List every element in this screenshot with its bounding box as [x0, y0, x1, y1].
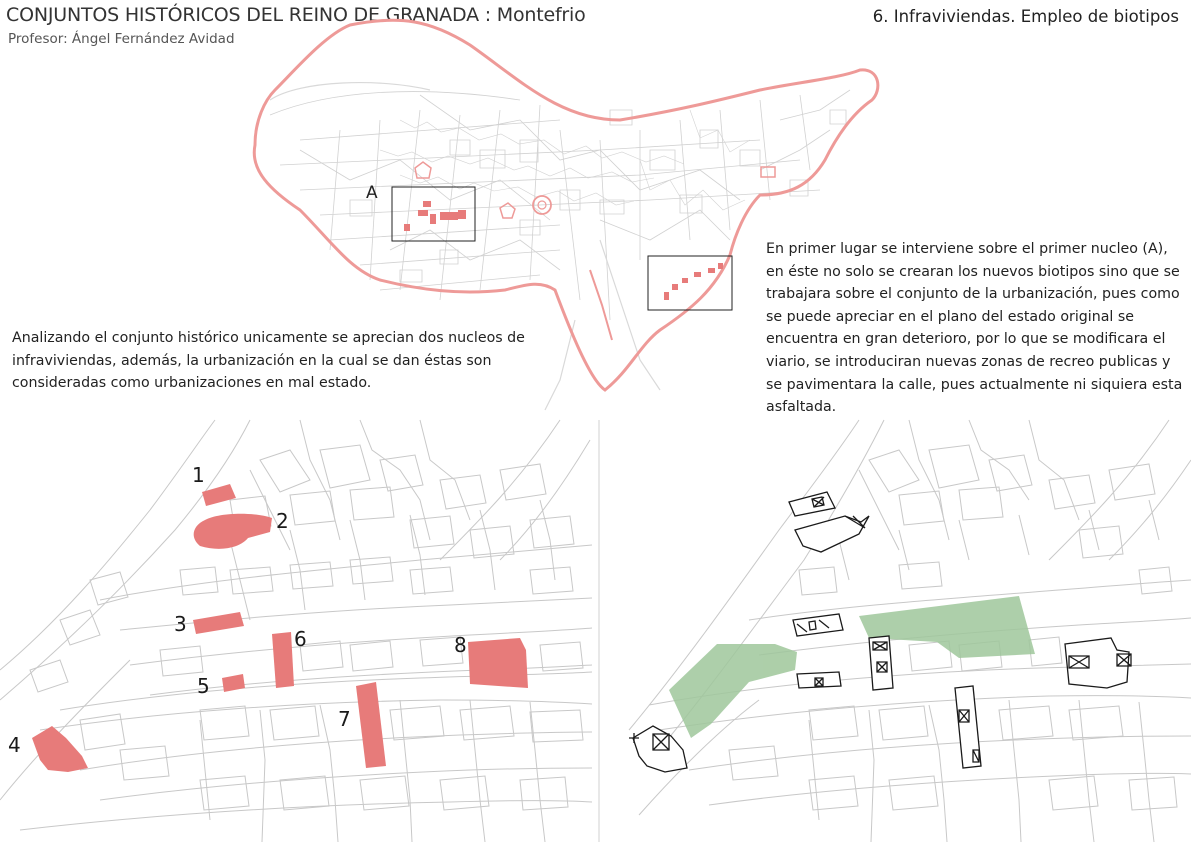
- biotype-7: [955, 686, 981, 768]
- infravivienda-3: [193, 612, 244, 634]
- highlighted-street: [590, 270, 612, 340]
- biotype-3: [793, 614, 843, 636]
- proposal-map: [599, 420, 1191, 842]
- infravivienda-8: [468, 638, 528, 688]
- professor-credit: Profesor: Ángel Fernández Avidad: [8, 31, 235, 47]
- infravivienda-2: [194, 514, 272, 549]
- label-3: 3: [174, 612, 187, 636]
- original-state-map: [0, 420, 592, 842]
- green-zones: [669, 596, 1035, 738]
- landmark-middle: [500, 203, 515, 218]
- biotype-8: [1065, 638, 1129, 688]
- infravivienda-7: [356, 682, 386, 768]
- label-5: 5: [197, 674, 210, 698]
- label-1: 1: [192, 463, 205, 487]
- landmark-north: [415, 162, 431, 178]
- label-8: 8: [454, 633, 467, 657]
- biotype-1: [789, 492, 835, 516]
- overview-infraviviendas: [404, 201, 466, 231]
- label-6: 6: [294, 627, 307, 651]
- label-2: 2: [276, 509, 289, 533]
- urban-fabric: [270, 90, 850, 320]
- label-7: 7: [338, 707, 351, 731]
- biotype-4: [633, 726, 687, 772]
- green-zone-1: [669, 644, 797, 738]
- intervention-text: En primer lugar se interviene sobre el primer nucleo (A), en éste no solo se crearan los nuevos biotipos sino que se trabajara sobre el conjunto de la urbanización, pues como se puede apreciar en el plano del estado original se encuentra en gran deterioro, por lo que se modificara el viario, se introduciran nuevas zonas de recreo publicas y se pavimentara la calle, pues actualmente ni siquiera esta asfaltada.: [766, 241, 1183, 416]
- infravivienda-5: [222, 674, 245, 692]
- infravivienda-4: [32, 726, 88, 772]
- page-title: CONJUNTOS HISTÓRICOS DEL REINO DE GRANADA : Montefrio: [6, 4, 586, 26]
- label-4: 4: [8, 733, 21, 757]
- zone-a-label: A: [366, 183, 378, 203]
- block-number-labels: [8, 463, 467, 757]
- section-title: 6. Infraviviendas. Empleo de biotipos: [872, 7, 1179, 26]
- analysis-text: Analizando el conjunto histórico unicamente se aprecian dos nucleos de infraviviendas, además, la urbanización en la cual se dan éstas son consideradas como urbanizaciones en mal estado.: [12, 330, 525, 392]
- infravivienda-6: [272, 632, 294, 688]
